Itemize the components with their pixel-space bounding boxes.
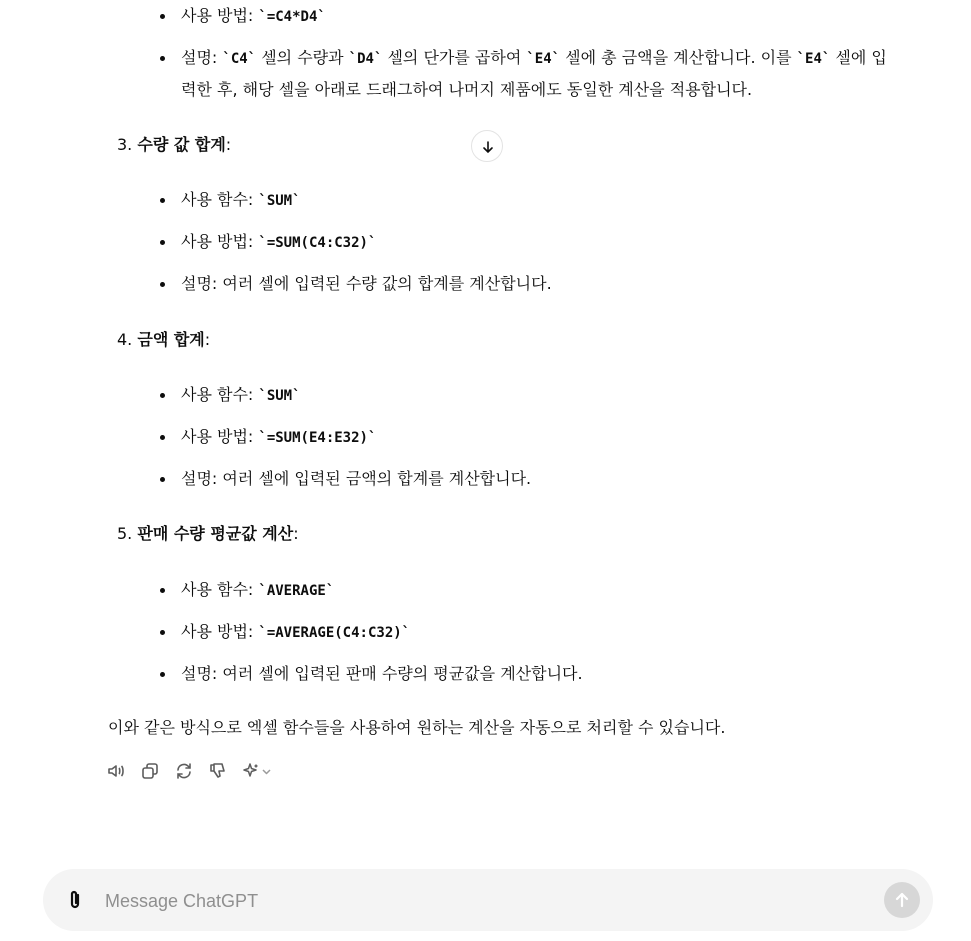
thumbs-down-icon[interactable] bbox=[207, 760, 229, 782]
usage-method-line: 사용 방법: `=C4*D4` bbox=[181, 6, 326, 25]
bullet bbox=[160, 672, 165, 677]
regenerate-icon[interactable] bbox=[173, 760, 195, 782]
section-heading: 5. 판매 수량 평균값 계산: bbox=[117, 524, 299, 543]
bullet bbox=[160, 435, 165, 440]
arrow-up-icon bbox=[892, 890, 912, 910]
list-item: 사용 함수: `AVERAGE` bbox=[181, 580, 335, 599]
bullet bbox=[160, 477, 165, 482]
list-item: 설명: 여러 셀에 입력된 금액의 합계를 계산합니다. bbox=[181, 469, 532, 488]
list-item: 사용 방법: `=SUM(C4:C32)` bbox=[181, 232, 377, 251]
list-item: 사용 함수: `SUM` bbox=[181, 190, 301, 209]
bullet bbox=[160, 14, 165, 19]
scroll-to-bottom-button[interactable] bbox=[471, 130, 503, 162]
list-item: 사용 방법: `=SUM(E4:E32)` bbox=[181, 427, 377, 446]
closing-paragraph: 이와 같은 방식으로 엑셀 함수들을 사용하여 원하는 계산을 자동으로 처리할 수 있습니다. bbox=[108, 718, 726, 737]
paperclip-icon[interactable] bbox=[63, 888, 87, 912]
message-composer bbox=[43, 869, 933, 931]
message-actions bbox=[105, 760, 277, 782]
read-aloud-icon[interactable] bbox=[105, 760, 127, 782]
bullet bbox=[160, 588, 165, 593]
sparkle-model-icon[interactable] bbox=[241, 760, 277, 782]
bullet bbox=[160, 198, 165, 203]
send-button[interactable] bbox=[884, 882, 920, 918]
bullet bbox=[160, 56, 165, 61]
bullet bbox=[160, 393, 165, 398]
description-line: 설명: `C4` 셀의 수량과 `D4` 셀의 단가를 곱하여 `E4` 셀에 총 금액을 계산합니다. 이를 `E4` 셀에 입 bbox=[181, 48, 887, 67]
arrow-down-icon bbox=[480, 139, 496, 155]
section-heading: 4. 금액 합계: bbox=[117, 330, 211, 349]
list-item: 설명: 여러 셀에 입력된 판매 수량의 평균값을 계산합니다. bbox=[181, 664, 583, 683]
list-item: 설명: 여러 셀에 입력된 수량 값의 합계를 계산합니다. bbox=[181, 274, 552, 293]
description-line-continued: 력한 후, 해당 셀을 아래로 드래그하여 나머지 제품에도 동일한 계산을 적용합니다. bbox=[181, 80, 753, 99]
bullet bbox=[160, 282, 165, 287]
bullet bbox=[160, 240, 165, 245]
message-input[interactable] bbox=[103, 887, 867, 915]
list-item: 사용 방법: `=AVERAGE(C4:C32)` bbox=[181, 622, 411, 641]
copy-icon[interactable] bbox=[139, 760, 161, 782]
section-heading: 3. 수량 값 합계: bbox=[117, 135, 232, 154]
bullet bbox=[160, 630, 165, 635]
list-item: 사용 함수: `SUM` bbox=[181, 385, 301, 404]
